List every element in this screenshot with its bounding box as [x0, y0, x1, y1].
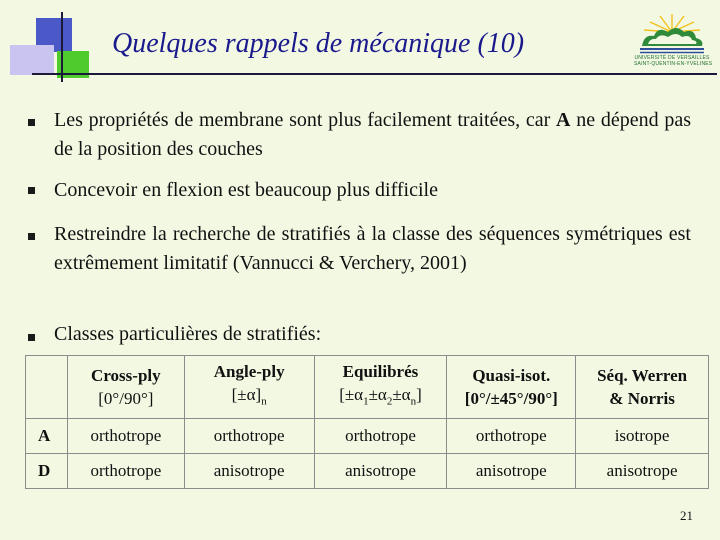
col-header-equilibres	[314, 356, 447, 419]
decor-square-lilac	[10, 45, 54, 75]
row-label: A	[26, 419, 68, 454]
table-cell: anisotrope	[576, 454, 709, 489]
col-sub-part: ±α	[368, 385, 387, 405]
col-sub-part: [±α	[339, 385, 364, 405]
table-cell: anisotrope	[314, 454, 447, 489]
table-header-row	[26, 356, 709, 419]
table-cell: orthotrope	[447, 419, 576, 454]
university-logo	[634, 12, 713, 68]
bullet-text-3: Restreindre la recherche de stratifiés à la classe des séquences symétriques est extrêmement limitatif (Vannucci & Verchery, 2001)	[54, 223, 691, 274]
title-underline	[32, 73, 717, 75]
decor-vertical-line	[61, 12, 63, 82]
col-header-werren-norris	[576, 356, 709, 419]
table-cell: anisotrope	[184, 454, 314, 489]
col-sub: [0°/90°]	[98, 389, 154, 408]
laminate-classes-table	[25, 355, 709, 489]
col-sub-index: n	[410, 395, 417, 408]
col-header-quasi-isot	[447, 356, 576, 419]
bullet-square-icon	[28, 187, 35, 194]
col-name: Séq. Werren	[597, 366, 688, 385]
page-number: 21	[680, 508, 693, 523]
logo-text-line1: UNIVERSITÉ DE VERSAILLES	[634, 55, 710, 61]
bullet-square-icon	[28, 334, 35, 341]
row-label: D	[26, 454, 68, 489]
col-name: Cross-ply	[91, 366, 161, 385]
col-sub-index: 2	[386, 395, 393, 408]
col-name: Angle-ply	[213, 362, 285, 382]
col-sub: [0°/±45°/90°]	[464, 389, 558, 408]
col-name: Equilibrés	[342, 362, 419, 382]
table-cell: orthotrope	[67, 454, 184, 489]
university-logo-icon	[638, 12, 706, 54]
bullet-text-1	[54, 106, 691, 164]
bullet-1-bold: A	[556, 109, 571, 131]
bullet-text-4: Classes particulières de stratifiés:	[54, 323, 322, 345]
logo-text-line2: SAINT-QUENTIN-EN-YVELINES	[634, 61, 713, 67]
col-sub: [±α]	[231, 385, 262, 405]
table-corner-cell	[26, 356, 68, 419]
col-sub: & Norris	[609, 389, 675, 408]
table-cell: orthotrope	[314, 419, 447, 454]
slide-title: Quelques rappels de mécanique (10)	[112, 28, 525, 59]
table-cell: anisotrope	[447, 454, 576, 489]
bullet-square-icon	[28, 233, 35, 240]
table-cell: orthotrope	[184, 419, 314, 454]
table-row	[26, 419, 709, 454]
table-cell: orthotrope	[67, 419, 184, 454]
col-header-angle-ply	[184, 356, 314, 419]
col-header-cross-ply	[67, 356, 184, 419]
table-row	[26, 454, 709, 489]
col-sub-index: n	[261, 395, 267, 408]
table-cell: isotrope	[576, 419, 709, 454]
col-sub-part: ]	[416, 385, 422, 405]
col-name: Quasi-isot.	[472, 366, 551, 385]
bullet-1-part1: Les propriétés de membrane sont plus facilement traitées, car	[54, 109, 557, 131]
col-sub-part: ±α	[392, 385, 411, 405]
bullet-square-icon	[28, 119, 35, 126]
col-sub-index: 1	[363, 395, 369, 408]
bullet-1-part2: ne dépend pas de la position des couches	[54, 109, 691, 160]
bullet-text-2: Concevoir en flexion est beaucoup plus difficile	[54, 179, 438, 201]
